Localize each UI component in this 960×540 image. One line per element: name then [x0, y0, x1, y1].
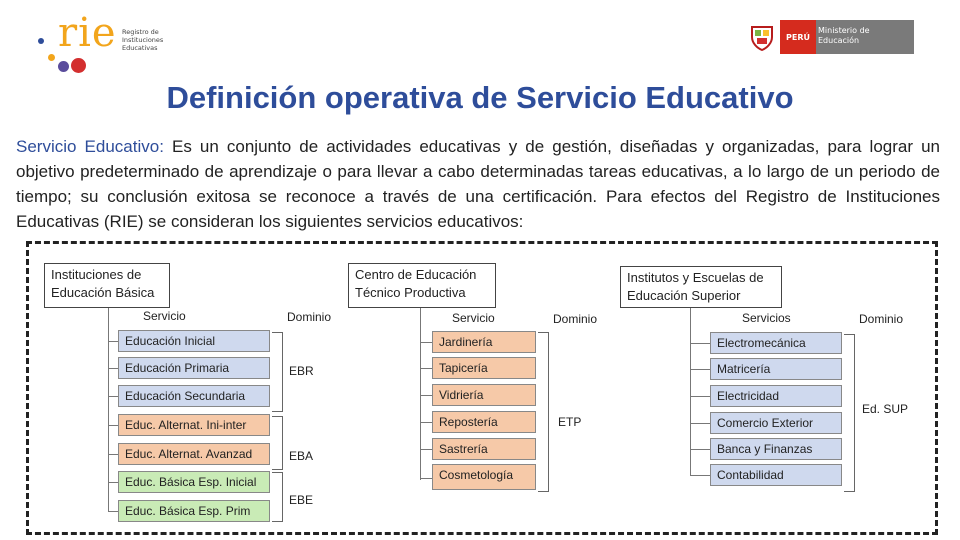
list-item-superior: Contabilidad: [710, 464, 842, 486]
list-item-superior: Comercio Exterior: [710, 412, 842, 434]
group-header-tecnico: Centro de Educación Técnico Productiva: [348, 263, 496, 308]
col-domain-basica: Dominio: [287, 310, 332, 324]
ministry-country: PERÚ: [780, 20, 816, 54]
list-item-basica: Educ. Alternat. Ini-inter: [118, 414, 270, 436]
col-service-superior: Servicios: [742, 311, 791, 325]
list-item-basica: Educación Inicial: [118, 330, 270, 352]
group-header-superior: Institutos y Escuelas de Educación Superior: [620, 266, 782, 308]
page-title: Definición operativa de Servicio Educativo: [166, 80, 794, 115]
domain-label: EBE: [289, 493, 314, 507]
peru-shield-icon: [748, 23, 776, 51]
ministry-name: Ministerio de Educación: [818, 26, 870, 45]
ministry-logo: [748, 20, 914, 56]
definition-term: Servicio Educativo:: [16, 137, 164, 156]
list-item-tecnico: Vidriería: [432, 384, 536, 406]
list-item-basica: Educ. Básica Esp. Prim: [118, 500, 270, 522]
rie-logo-subtitle: Registro de Instituciones Educativas: [122, 28, 164, 52]
list-item-basica: Educación Primaria: [118, 357, 270, 379]
domain-label: ETP: [558, 415, 582, 429]
list-item-superior: Electromecánica: [710, 332, 842, 354]
definition-paragraph: [16, 134, 940, 234]
col-domain-tecnico: Dominio: [553, 312, 598, 326]
domain-label: EBR: [289, 364, 314, 378]
list-item-tecnico: Sastrería: [432, 438, 536, 460]
col-service-tecnico: Servicio: [452, 311, 495, 325]
list-item-tecnico: Tapicería: [432, 357, 536, 379]
domain-label: EBA: [289, 449, 314, 463]
list-item-superior: Electricidad: [710, 385, 842, 407]
list-item-basica: Educación Secundaria: [118, 385, 270, 407]
list-item-basica: Educ. Básica Esp. Inicial: [118, 471, 270, 493]
list-item-basica: Educ. Alternat. Avanzad: [118, 443, 270, 465]
list-item-tecnico: Cosmetología: [432, 464, 536, 490]
definition-text: Es un conjunto de actividades educativas y de gestión, diseñadas y organizadas, para lograr un objetivo predeterminado de aprendizaje o para llevar a cabo determinadas tareas educativas, a lo largo de un periodo de tiempo; su conclusión exitosa se reconoce a través de una certificación. Para efectos del Registro de Instituciones Educativas (RIE) se consideran los siguientes servicios educativos:: [16, 137, 940, 231]
list-item-superior: Banca y Finanzas: [710, 438, 842, 460]
rie-logo-text: rie: [58, 10, 117, 56]
domain-label: Ed. SUP: [862, 402, 909, 416]
list-item-superior: Matricería: [710, 358, 842, 380]
list-item-tecnico: Repostería: [432, 411, 536, 433]
list-item-tecnico: Jardinería: [432, 331, 536, 353]
group-header-basica: Instituciones de Educación Básica: [44, 263, 170, 308]
col-service-basica: Servicio: [143, 309, 186, 323]
col-domain-superior: Dominio: [859, 312, 904, 326]
